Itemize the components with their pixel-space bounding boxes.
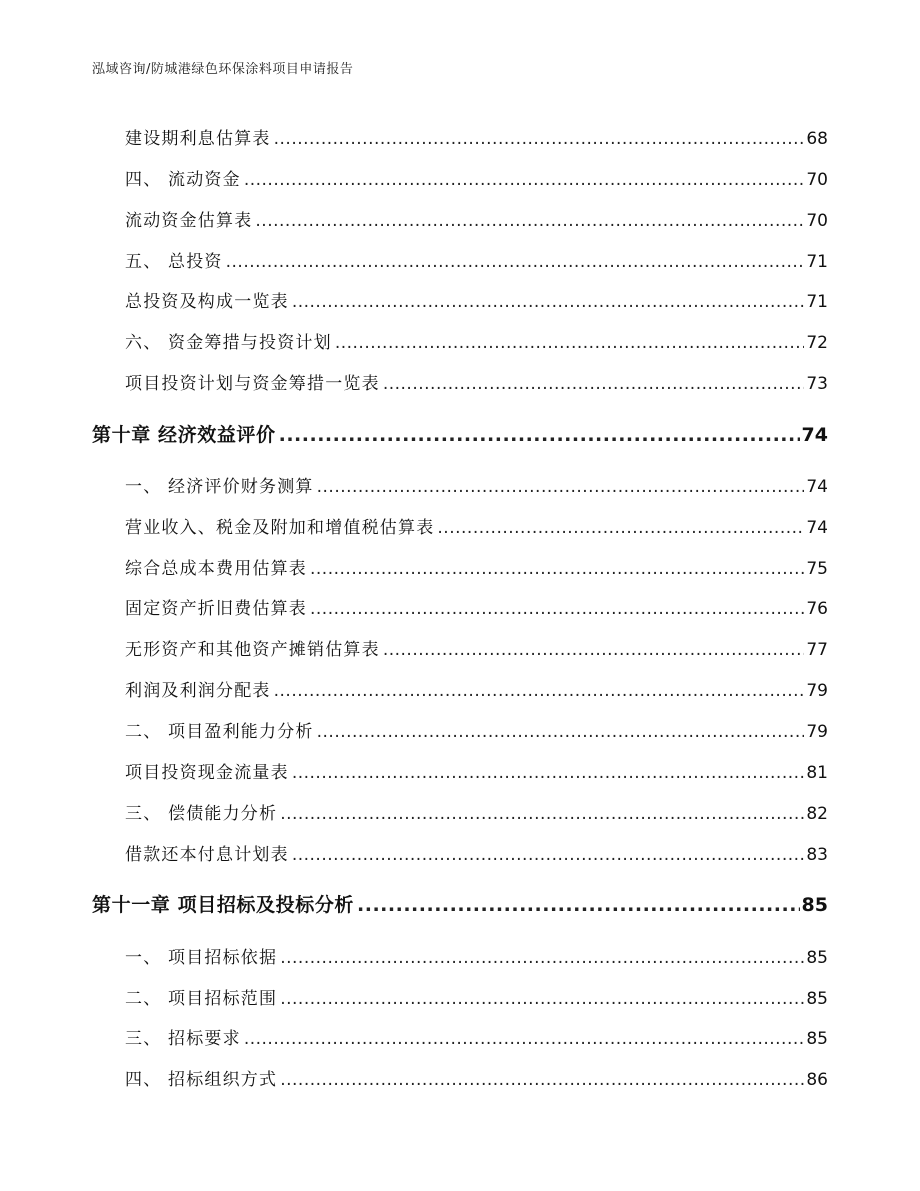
toc-leader-dots	[274, 129, 805, 149]
toc-page-number: 70	[806, 170, 828, 190]
toc-entry[interactable]	[125, 758, 828, 783]
toc-leader-dots	[279, 424, 800, 446]
toc-page-number: 77	[806, 640, 828, 660]
toc-page-number: 79	[806, 722, 828, 742]
toc-page-number: 83	[806, 845, 828, 865]
toc-page-number: 86	[806, 1070, 828, 1090]
toc-entry-label: 建设期利息估算表	[125, 129, 271, 149]
toc-page-number: 72	[806, 333, 828, 353]
toc-entry[interactable]	[125, 840, 828, 865]
toc-entry[interactable]	[125, 943, 828, 968]
toc-entry-label: 无形资产和其他资产摊销估算表	[125, 640, 380, 660]
toc-entry[interactable]	[125, 554, 828, 579]
toc-leader-dots	[292, 845, 805, 865]
toc-leader-dots	[280, 989, 804, 1009]
toc-leader-dots	[437, 518, 804, 538]
toc-leader-dots	[292, 763, 805, 783]
toc-leader-dots	[335, 333, 805, 353]
toc-leader-dots	[310, 559, 804, 579]
toc-entry-label: 固定资产折旧费估算表	[125, 599, 307, 619]
toc-leader-dots	[310, 599, 804, 619]
toc-leader-dots	[280, 1070, 804, 1090]
toc-chapter-label: 第十一章 项目招标及投标分析	[92, 894, 355, 916]
toc-page-number: 79	[806, 681, 828, 701]
toc-entry[interactable]	[125, 328, 828, 353]
toc-page-number: 85	[806, 1029, 828, 1049]
toc-entry-label: 二、 项目盈利能力分析	[125, 722, 314, 742]
toc-entry[interactable]	[125, 799, 828, 824]
toc-chapter-entry[interactable]	[92, 890, 828, 917]
toc-leader-dots	[255, 211, 804, 231]
toc-page-number: 85	[806, 948, 828, 968]
toc-entry-label: 五、 总投资	[125, 252, 223, 272]
toc-entry[interactable]	[125, 165, 828, 190]
toc-entry-label: 一、 项目招标依据	[125, 948, 278, 968]
toc-leader-dots	[292, 292, 805, 312]
toc-leader-dots	[357, 894, 800, 916]
toc-page-number: 74	[806, 518, 828, 538]
toc-chapter-label: 第十章 经济效益评价	[92, 424, 276, 446]
toc-entry-label: 总投资及构成一览表	[125, 292, 289, 312]
toc-page-number: 71	[806, 292, 828, 312]
toc-entry[interactable]	[125, 369, 828, 394]
toc-entry[interactable]	[125, 635, 828, 660]
toc-entry[interactable]	[125, 287, 828, 312]
toc-entry-label: 三、 偿债能力分析	[125, 804, 278, 824]
toc-page-number: 68	[806, 129, 828, 149]
toc-leader-dots	[274, 681, 805, 701]
toc-page-number: 71	[806, 252, 828, 272]
toc-leader-dots	[383, 640, 805, 660]
toc-page-number: 70	[806, 211, 828, 231]
toc-leader-dots	[226, 252, 805, 272]
toc-chapter-entry[interactable]	[92, 420, 828, 447]
toc-leader-dots	[317, 477, 805, 497]
toc-page-number: 74	[806, 477, 828, 497]
toc-entry-label: 三、 招标要求	[125, 1029, 241, 1049]
toc-entry[interactable]	[125, 594, 828, 619]
toc-page-number: 74	[801, 424, 828, 446]
toc-entry-label: 流动资金估算表	[125, 211, 253, 231]
toc-page-number: 85	[801, 894, 828, 916]
toc-leader-dots	[280, 804, 804, 824]
toc-entry-label: 利润及利润分配表	[125, 681, 271, 701]
toc-entry-label: 六、 资金筹措与投资计划	[125, 333, 332, 353]
toc-entry[interactable]	[125, 676, 828, 701]
toc-page-number: 75	[806, 559, 828, 579]
running-header: 泓域咨询/防城港绿色环保涂料项目申请报告	[92, 62, 354, 77]
toc-leader-dots	[280, 948, 804, 968]
toc-entry[interactable]	[125, 717, 828, 742]
toc-entry-label: 二、 项目招标范围	[125, 989, 278, 1009]
toc-page-number: 85	[806, 989, 828, 1009]
toc-page-number: 73	[806, 374, 828, 394]
toc-entry-label: 一、 经济评价财务测算	[125, 477, 314, 497]
toc-entry-label: 四、 流动资金	[125, 170, 241, 190]
toc-entry[interactable]	[125, 206, 828, 231]
toc-page-number: 81	[806, 763, 828, 783]
toc-entry-label: 借款还本付息计划表	[125, 845, 289, 865]
toc-page-number: 76	[806, 599, 828, 619]
toc-entry[interactable]	[125, 1024, 828, 1049]
toc-entry-label: 综合总成本费用估算表	[125, 559, 307, 579]
toc-entry[interactable]	[125, 984, 828, 1009]
toc-leader-dots	[244, 1029, 805, 1049]
toc-entry-label: 项目投资现金流量表	[125, 763, 289, 783]
toc-entry[interactable]	[125, 1065, 828, 1090]
toc-entry[interactable]	[125, 472, 828, 497]
toc-leader-dots	[244, 170, 805, 190]
toc-entry[interactable]	[125, 513, 828, 538]
toc-page-number: 82	[806, 804, 828, 824]
toc-leader-dots	[317, 722, 805, 742]
toc-entry-label: 四、 招标组织方式	[125, 1070, 278, 1090]
toc-entry[interactable]	[125, 124, 828, 149]
toc-entry-label: 营业收入、税金及附加和增值税估算表	[125, 518, 435, 538]
toc-entry[interactable]	[125, 247, 828, 272]
toc-leader-dots	[383, 374, 805, 394]
toc-entry-label: 项目投资计划与资金筹措一览表	[125, 374, 380, 394]
